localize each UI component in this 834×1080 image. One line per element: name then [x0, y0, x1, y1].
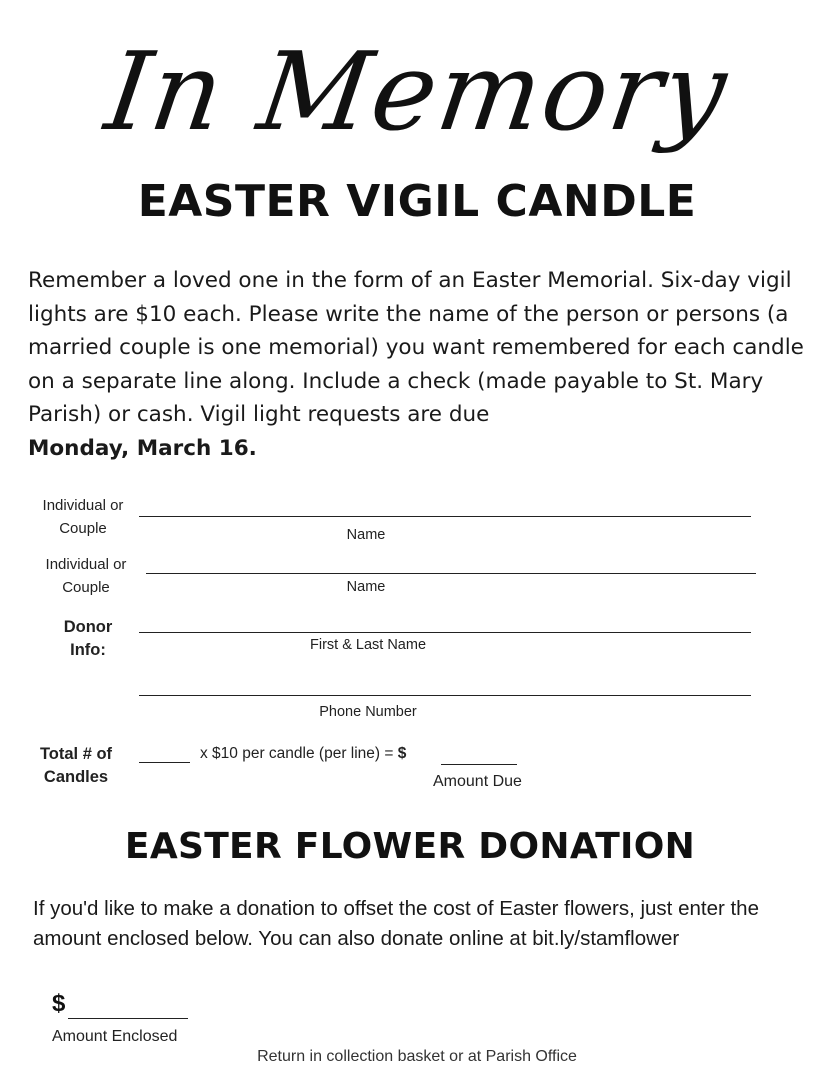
individual-1-name-line[interactable] [139, 516, 751, 517]
total-label-line1: Total # of [39, 745, 113, 763]
flower-dollar: $ [52, 990, 66, 1017]
individual-2-label-line2: Couple [62, 579, 110, 596]
total-candles-line[interactable] [139, 762, 190, 763]
amount-due-caption: Amount Due [433, 773, 522, 790]
amount-enclosed-line[interactable] [68, 1018, 188, 1019]
amount-enclosed-caption: Amount Enclosed [52, 1028, 178, 1045]
individual-1-caption: Name [346, 527, 386, 543]
donor-phone-caption: Phone Number [319, 704, 417, 720]
flower-title: EASTER FLOWER DONATION [124, 826, 696, 867]
page-title: EASTER VIGIL CANDLE [137, 176, 697, 227]
total-label [24, 743, 128, 789]
donor-label [40, 616, 136, 662]
individual-2-label [30, 553, 142, 599]
individual-1-label-line2: Couple [59, 520, 107, 537]
donor-label-line2: Info: [70, 641, 106, 659]
calc-dollar: $ [397, 745, 407, 762]
individual-1-label [30, 494, 136, 540]
intro-text: Remember a loved one in the form of an Easter Memorial. Six-day vigil lights are $10 each. Please write the name of the person or persons (a married couple is one memorial) you want remembered for each candle on a separate line along. Include a check (made payable to St. Mary Parish) or cash. Vigil light requests are due [28, 268, 804, 427]
total-label-line2: Candles [43, 768, 109, 786]
footer-note: Return in collection basket or at Parish Office [257, 1048, 577, 1065]
individual-1-label-line1: Individual or [42, 497, 124, 514]
donor-name-line[interactable] [139, 632, 751, 633]
donor-name-caption: First & Last Name [309, 637, 427, 653]
script-title: In Memory [98, 30, 736, 155]
calc-expression [200, 745, 406, 763]
calc-text: x $10 per candle (per line) = [200, 745, 394, 762]
individual-2-label-line1: Individual or [45, 556, 127, 573]
individual-2-name-line[interactable] [146, 573, 756, 574]
individual-2-caption: Name [346, 579, 386, 595]
intro-paragraph [28, 264, 808, 465]
donor-label-line1: Donor [63, 618, 113, 636]
flower-paragraph: If you'd like to make a donation to offset the cost of Easter flowers, just enter the amount enclosed below. You can also donate online at bit.ly/stamflower [33, 897, 759, 950]
donor-phone-line[interactable] [139, 695, 751, 696]
deadline-text: Monday, March 16. [28, 435, 257, 461]
amount-due-line[interactable] [441, 764, 517, 765]
